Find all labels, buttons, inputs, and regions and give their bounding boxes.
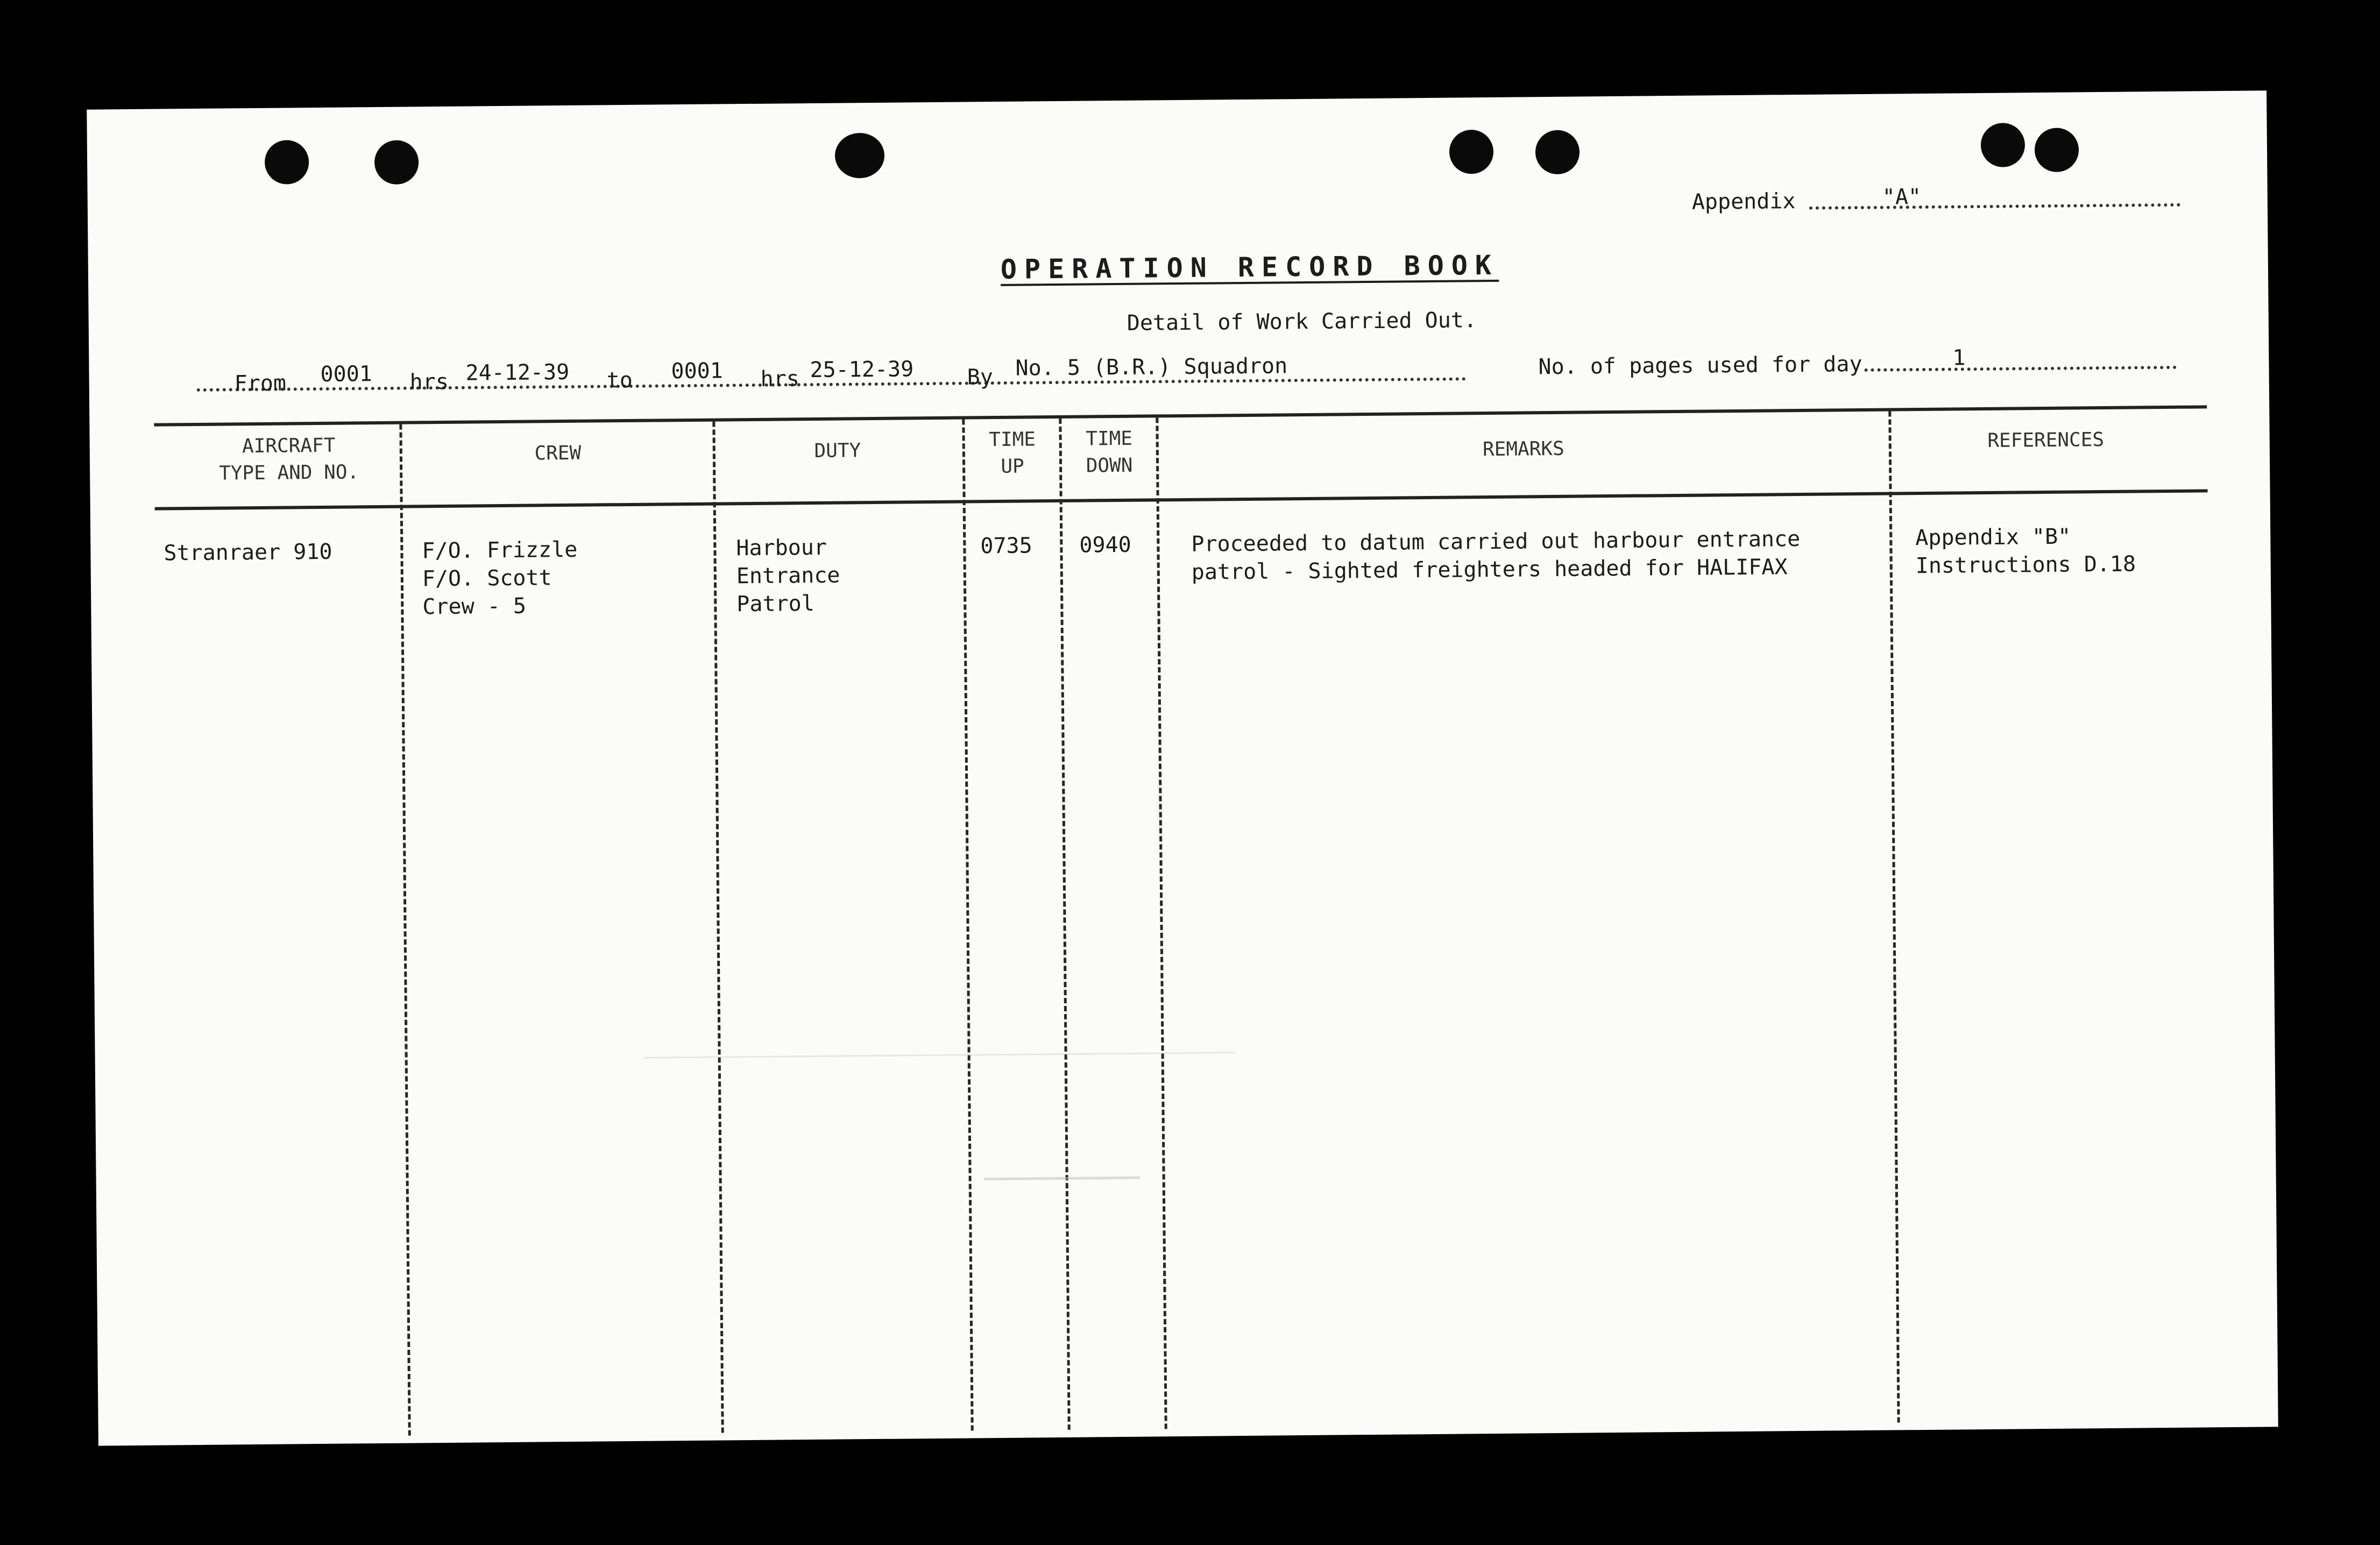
page-title: OPERATION RECORD BOOK: [1000, 249, 1499, 285]
col-header-references: REFERENCES: [1987, 429, 2105, 452]
punch-hole: [1535, 130, 1580, 175]
cell-references: Appendix "B" Instructions D.18: [1915, 524, 2136, 579]
col-header-duty: DUTY: [814, 440, 861, 462]
column-divider: [399, 424, 410, 1436]
column-divider: [1059, 419, 1070, 1430]
from-time: 0001: [320, 362, 373, 387]
hrs-label-2: hrs: [760, 366, 800, 392]
pages-value: 1: [1952, 345, 1966, 371]
appendix-value: "A": [1882, 184, 1922, 210]
to-time: 0001: [671, 358, 724, 384]
by-label: By: [967, 365, 994, 390]
col-header-remarks: REMARKS: [1482, 437, 1564, 461]
col-header-aircraft: AIRCRAFT TYPE AND NO.: [218, 434, 359, 485]
hrs-label-1: hrs: [409, 369, 449, 395]
stray-mark: [644, 1052, 1236, 1059]
cell-duty: Harbour Entrance Patrol: [736, 535, 840, 617]
stray-mark: [984, 1177, 1140, 1181]
cell-crew: F/O. Frizzle F/O. Scott Crew - 5: [422, 537, 578, 620]
col-header-crew: CREW: [534, 442, 582, 465]
from-date: 24-12-39: [465, 359, 570, 386]
col-header-time-up: TIME UP: [989, 428, 1036, 478]
column-divider: [962, 420, 973, 1431]
punch-hole: [835, 133, 885, 179]
unit-name: No. 5 (B.R.) Squadron: [1015, 353, 1288, 381]
appendix-label: Appendix: [1691, 189, 1796, 215]
cell-time-down: 0940: [1079, 532, 1131, 558]
punch-hole: [374, 140, 419, 185]
punch-hole: [1449, 130, 1494, 174]
page-subtitle: Detail of Work Carried Out.: [1127, 308, 1477, 336]
cell-aircraft: Stranraer 910: [164, 539, 332, 566]
col-header-time-down: TIME DOWN: [1086, 427, 1133, 477]
to-date: 25-12-39: [810, 357, 914, 383]
header-bottom-rule: [155, 489, 2208, 510]
punch-hole: [265, 140, 309, 185]
column-divider: [712, 422, 724, 1433]
cell-remarks: Proceeded to datum carried out harbour entrance patrol - Sighted freighters headed for HALIFAX: [1191, 526, 1801, 585]
table-top-rule: [154, 405, 2207, 426]
cell-time-up: 0735: [980, 533, 1032, 559]
pages-label: No. of pages used for day: [1538, 351, 1862, 380]
punch-hole: [2035, 127, 2079, 172]
record-sheet: [87, 90, 2278, 1445]
to-label: to: [606, 367, 633, 393]
column-divider: [1888, 411, 1900, 1422]
from-label: From: [234, 371, 287, 396]
column-divider: [1156, 417, 1167, 1429]
appendix-dotted-line: [1809, 203, 2180, 210]
punch-hole: [1981, 123, 2025, 167]
pages-dotted-line: [1865, 366, 2177, 372]
